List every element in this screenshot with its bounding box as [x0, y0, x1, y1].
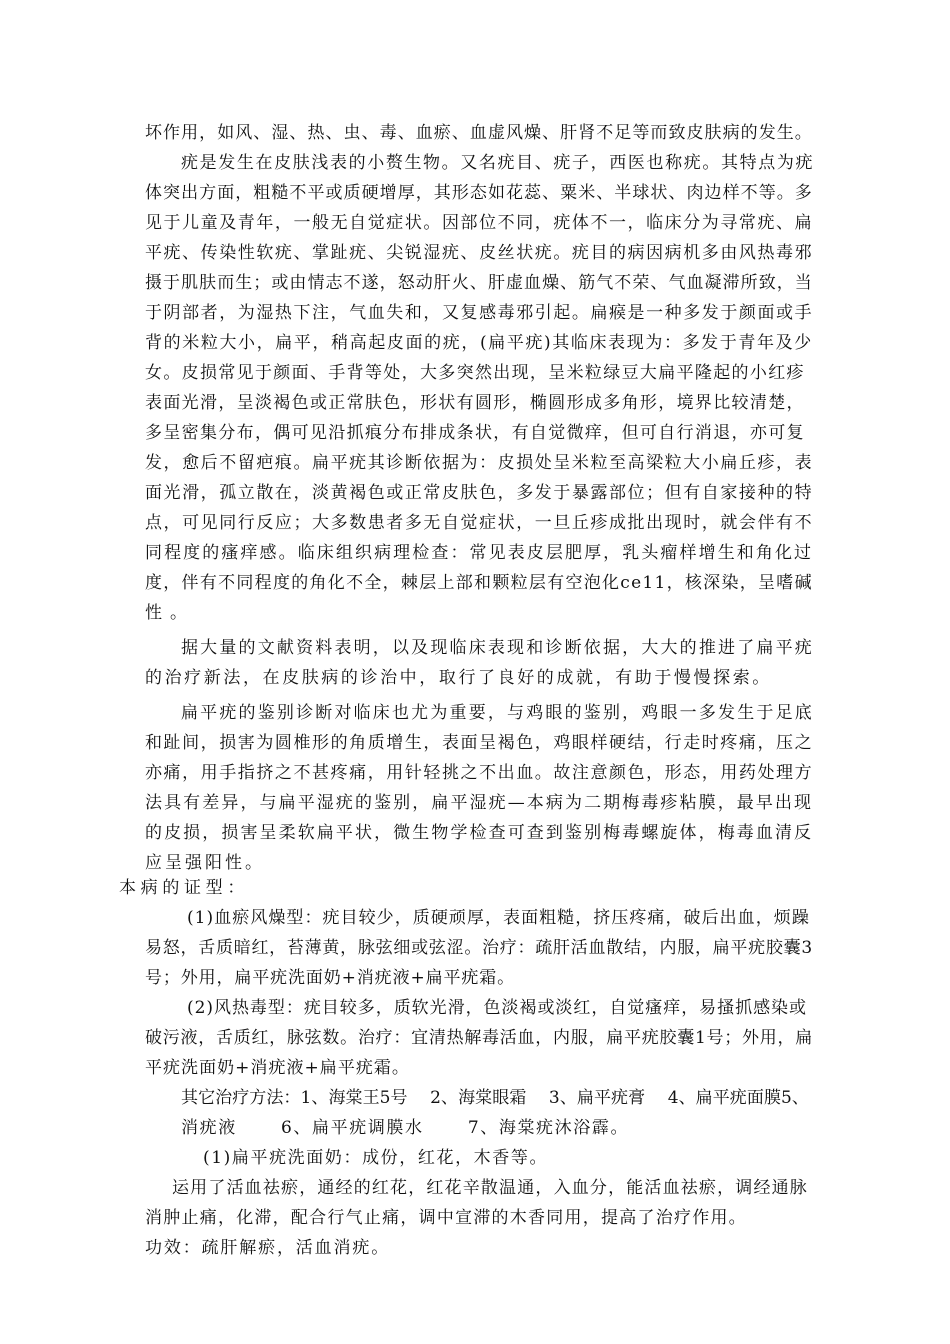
text-line: 疣是发生在皮肤浅表的小赘生物。又名疣目、疣子，西医也称疣。其特点为疣 — [181, 153, 815, 173]
text-line: 的治疗新法，在皮肤病的诊治中，取行了良好的成就，有助于慢慢探索。 — [145, 668, 772, 688]
text-line: 点，可见同行反应；大多数患者多无自觉症状，一旦丘疹成批出现时，就会伴有不 — [145, 513, 814, 533]
text-line: 面光滑，孤立散在，淡黄褐色或正常皮肤色，多发于暴露部位；但有自家接种的特 — [145, 483, 814, 503]
text-line: 表面光滑，呈淡褐色或正常肤色，形状有圆形，椭圆形成多角形，境界比较清楚， — [145, 393, 805, 413]
text-line: 易怒，舌质暗红，苔薄黄，脉弦细或弦涩。治疗：疏肝活血散结，内服，扁平疣胶囊3 — [145, 938, 813, 958]
text-line: 见于儿童及青年，一般无自觉症状。因部位不同，疣体不一，临床分为寻常疣、扁 — [145, 213, 814, 233]
text-line: 于阴部者，为湿热下注，气血失和，又复感毒邪引起。扁瘊是一种多发于颜面或手 — [145, 303, 814, 323]
text-line: 坏作用，如风、湿、热、虫、毒、血瘀、血虚风燥、肝肾不足等而致皮肤病的发生。 — [145, 123, 813, 143]
text-line: 女。皮损常见于颜面、手背等处，大多突然出现，呈米粒绿豆大扁平隆起的小红疹 — [145, 363, 805, 383]
text-line: 法具有差异，与扁平湿疣的鉴别，扁平湿疣—本病为二期梅毒疹粘膜，最早出现 — [145, 793, 814, 813]
text-line: 同程度的瘙痒感。临床组织病理检查：常见表皮层肥厚，乳头瘤样增生和角化过 — [145, 543, 814, 563]
text-line: 破污液，舌质红，脉弦数。治疗：宜清热解毒活血，内服，扁平疣胶囊1号；外用，扁 — [145, 1028, 813, 1048]
text-line: 背的米粒大小，扁平，稍高起皮面的疣，(扁平疣)其临床表现为：多发于青年及少 — [145, 333, 813, 353]
text-line: 度，伴有不同程度的角化不全，棘层上部和颗粒层有空泡化ce11，核深染，呈嗜碱 — [145, 573, 813, 593]
text-line: 的皮损，损害呈柔软扁平状，微生物学检查可查到鉴别梅毒螺旋体，梅毒血清反 — [145, 823, 814, 843]
text-line: 其它治疗方法：1、海棠王5号 2、海棠眼霜 3、扁平疣膏 4、扁平疣面膜5、 — [181, 1088, 809, 1108]
text-line: 功效：疏肝解瘀，活血消疣。 — [145, 1238, 391, 1258]
text-line: 平疣、传染性软疣、掌趾疣、尖锐湿疣、皮丝状疣。疣目的病因病机多由风热毒邪 — [145, 243, 814, 263]
text-line: 号；外用，扁平疣洗面奶+消疣液+扁平疣霜。 — [145, 968, 515, 988]
text-line: (2)风热毒型：疣目较多，质软光滑，色淡褐或淡红，自觉瘙痒，易搔抓感染或 — [187, 998, 807, 1018]
text-line: (1)扁平疣洗面奶：成份，红花，木香等。 — [203, 1148, 549, 1168]
text-line: 据大量的文献资料表明，以及现临床表现和诊断依据，大大的推进了扁平疣 — [181, 638, 814, 658]
text-line: 发，愈后不留疤痕。扁平疣其诊断依据为：皮损处呈米粒至高梁粒大小扁丘疹，表 — [145, 453, 814, 473]
text-line: 性。 — [145, 603, 195, 623]
text-line: 本病的证型： — [119, 878, 250, 898]
text-line: 运用了活血祛瘀，通经的红花，红花辛散温通，入血分，能活血祛瘀，调经通脉 — [172, 1178, 808, 1198]
text-line: 应呈强阳性。 — [145, 853, 265, 873]
text-line: 扁平疣的鉴别诊断对临床也尤为重要，与鸡眼的鉴别，鸡眼一多发生于足底 — [181, 703, 814, 723]
text-line: 亦痛，用手指挤之不甚疼痛，用针轻挑之不出血。故注意颜色，形态，用药处理方 — [145, 763, 814, 783]
text-line: 多呈密集分布，偶可见沿抓痕分布排成条状，有自觉微痒，但可自行消退，亦可复 — [145, 423, 805, 443]
text-line: 体突出方面，粗糙不平或质硬增厚，其形态如花蕊、粟米、半球状、肉边样不等。多 — [145, 183, 813, 203]
text-line: (1)血瘀风燥型：疣目较少，质硬顽厚，表面粗糙，挤压疼痛，破后出血，烦躁 — [187, 908, 810, 928]
text-line: 消疣液 6、扁平疣调膜水 7、海棠疣沐浴霹。 — [181, 1118, 630, 1138]
text-line: 摄于肌肤而生；或由情志不遂，怒动肝火、肝虚血燥、筋气不荣、气血凝滞所致，当 — [145, 273, 813, 293]
text-line: 消肿止痛，化滞，配合行气止痛，调中宣滞的木香同用，提高了治疗作用。 — [145, 1208, 747, 1228]
text-line: 平疣洗面奶+消疣液+扁平疣霜。 — [145, 1058, 410, 1078]
text-line: 和趾间，损害为圆椎形的角质增生，表面呈褐色，鸡眼样硬结，行走时疼痛，压之 — [145, 733, 814, 753]
